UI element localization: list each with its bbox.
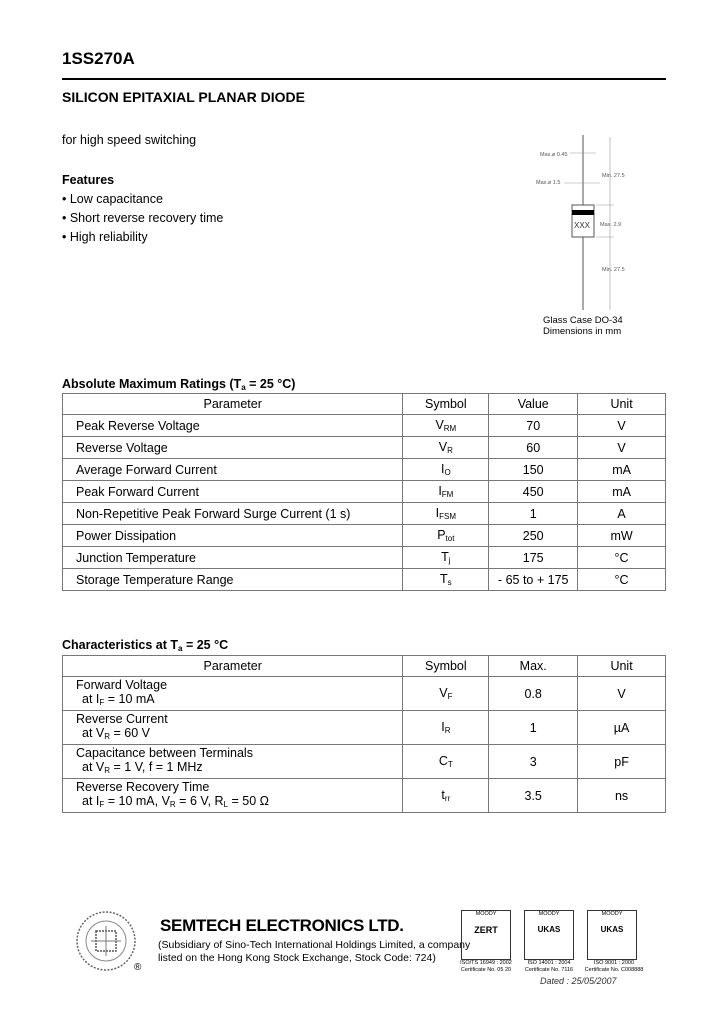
cert-number: Certificate No. 7116 (524, 967, 574, 973)
col-header: Value (489, 394, 578, 415)
unit-cell: µA (578, 711, 666, 745)
unit-cell: °C (578, 569, 666, 591)
value-cell: 175 (489, 547, 578, 569)
package-caption: Glass Case DO-34 (543, 315, 623, 326)
param-cell: Peak Forward Current (63, 481, 403, 503)
feature-item: • Low capacitance (62, 192, 163, 206)
param-cell: Power Dissipation (63, 525, 403, 547)
unit-cell: mA (578, 481, 666, 503)
unit-cell: ns (578, 779, 666, 813)
table-row (63, 503, 666, 525)
symbol-cell: $V_R$ (403, 437, 489, 459)
param-cell: Forward Voltage at $I_F = 10$ mA (63, 677, 403, 711)
value-cell: 3 (489, 745, 578, 779)
dim-label: Min. 27.5 (602, 267, 625, 273)
header-rule (62, 78, 666, 80)
param-cell: Peak Reverse Voltage (63, 415, 403, 437)
features-title: Features (62, 173, 115, 187)
table-row (63, 459, 666, 481)
value-cell: 70 (489, 415, 578, 437)
value-cell: 1 (489, 503, 578, 525)
value-cell: 0.8 (489, 677, 578, 711)
cert-standard: ISO/TS 16949 : 2002 (460, 960, 512, 966)
param-cell: Capacitance between Terminals at $V_R = 1$ V, f = 1 MHz (63, 745, 403, 779)
semtech-seal-logo (75, 910, 137, 972)
col-header: Parameter (63, 656, 403, 677)
feature-item: • High reliability (62, 230, 148, 244)
device-subtitle: SILICON EPITAXIAL PLANAR DIODE (62, 89, 305, 105)
symbol-cell: $I_{FSM}$ (403, 503, 489, 525)
col-header: Parameter (63, 394, 403, 415)
symbol-cell: $V_F$ (403, 677, 489, 711)
cert-standard: ISO 9001 : 2000 (593, 960, 635, 966)
col-header: Max. (489, 656, 578, 677)
symbol-cell: $T_j$ (403, 547, 489, 569)
param-cell: Reverse Recovery Time at $I_F = 10$ mA, $V_R = 6$ V, $R_L = 50$ Ω (63, 779, 403, 813)
unit-cell: mA (578, 459, 666, 481)
table-row (63, 415, 666, 437)
dim-label: Max.ø 1.5 (536, 180, 561, 186)
cert-mark: UKAS (600, 925, 624, 934)
symbol-cell: $P_{tot}$ (403, 525, 489, 547)
param-cell: Junction Temperature (63, 547, 403, 569)
device-description: for high speed switching (62, 133, 197, 147)
certification-badge (461, 910, 511, 960)
cert-standard: ISO 14001 : 2004 (527, 960, 571, 966)
cert-number: Certificate No. C008888 (584, 967, 644, 973)
symbol-cell: $V_{RM}$ (403, 415, 489, 437)
dim-label: Max.ø 0.45 (540, 152, 568, 158)
table-row (63, 481, 666, 503)
value-cell: 3.5 (489, 779, 578, 813)
unit-cell: pF (578, 745, 666, 779)
do34-package-drawing (530, 135, 640, 310)
cert-logo: MOODY (475, 911, 497, 917)
unit-cell: V (578, 677, 666, 711)
col-header: Unit (578, 394, 666, 415)
table-row (63, 779, 666, 813)
characteristics-table (62, 655, 666, 813)
company-subsidiary-line: (Subsidiary of Sino-Tech International Holdings Limited, a company (158, 939, 471, 951)
cert-logo: MOODY (538, 911, 560, 917)
company-listing-line: listed on the Hong Kong Stock Exchange, Stock Code: 724) (158, 952, 436, 964)
value-cell: 150 (489, 459, 578, 481)
unit-cell: °C (578, 547, 666, 569)
dimensions-caption: Dimensions in mm (543, 326, 622, 337)
unit-cell: mW (578, 525, 666, 547)
table-row (63, 547, 666, 569)
table-row (63, 677, 666, 711)
table-row (63, 711, 666, 745)
param-cell: Storage Temperature Range (63, 569, 403, 591)
feature-item: • Short reverse recovery time (62, 211, 224, 225)
symbol-cell: $T_s$ (403, 569, 489, 591)
unit-cell: V (578, 437, 666, 459)
abs-max-title: Absolute Maximum Ratings ($T_a = 25$ °C) (62, 377, 296, 392)
symbol-cell: $I_{FM}$ (403, 481, 489, 503)
param-cell: Reverse Current at $V_R = 60$ V (63, 711, 403, 745)
value-cell: 250 (489, 525, 578, 547)
table-row (63, 745, 666, 779)
table-row (63, 525, 666, 547)
cert-mark: ZERT (474, 925, 498, 935)
registered-mark: ® (134, 962, 142, 973)
value-cell: 60 (489, 437, 578, 459)
symbol-cell: $I_R$ (403, 711, 489, 745)
col-header: Unit (578, 656, 666, 677)
cert-mark: UKAS (537, 925, 561, 934)
dated-label: Dated : 25/05/2007 (540, 976, 617, 986)
value-cell: 450 (489, 481, 578, 503)
param-cell: Average Forward Current (63, 459, 403, 481)
marking-label: XXX (574, 221, 591, 230)
param-cell: Non-Repetitive Peak Forward Surge Current (1 s) (63, 503, 403, 525)
unit-cell: V (578, 415, 666, 437)
certification-badge (524, 910, 574, 960)
symbol-cell: $t_{rr}$ (403, 779, 489, 813)
col-header: Symbol (403, 656, 489, 677)
symbol-cell: $I_O$ (403, 459, 489, 481)
col-header: Symbol (403, 394, 489, 415)
table-row (63, 569, 666, 591)
characteristics-title: Characteristics at $T_a = 25$ °C (62, 638, 229, 653)
symbol-cell: $C_T$ (403, 745, 489, 779)
part-number: 1SS270A (62, 49, 135, 68)
absolute-maximum-ratings-table (62, 393, 666, 591)
param-cell: Reverse Voltage (63, 437, 403, 459)
dim-label: Max. 2.9 (600, 222, 622, 228)
cert-logo: MOODY (601, 911, 623, 917)
unit-cell: A (578, 503, 666, 525)
value-cell: 1 (489, 711, 578, 745)
company-name: SEMTECH ELECTRONICS LTD. (160, 916, 404, 935)
certification-badge (587, 910, 637, 960)
dim-label: Min. 27.5 (602, 173, 625, 179)
cert-number: Certificate No. 05 20 (460, 967, 512, 973)
value-cell: - 65 to + 175 (489, 569, 578, 591)
table-row (63, 437, 666, 459)
